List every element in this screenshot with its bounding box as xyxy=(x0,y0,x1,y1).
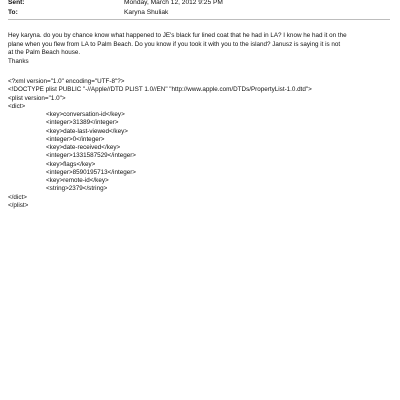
plist-line: <!DOCTYPE plist PUBLIC "-//Apple//DTD PLIST 1.0//EN" "http://www.apple.com/DTDs/PropertyList-1.0.dtd"> xyxy=(8,86,312,94)
to-label: To: xyxy=(8,9,18,16)
plist-line: <key>flags</key> xyxy=(46,160,96,168)
to-row xyxy=(8,8,388,18)
plist-line: <dict> xyxy=(8,102,26,110)
plist-line: <integer>0</integer> xyxy=(46,135,105,143)
plist-line: </plist> xyxy=(8,201,29,209)
plist-line: <integer>31389</integer> xyxy=(46,119,119,127)
header-divider xyxy=(8,19,390,20)
sent-row xyxy=(8,0,388,8)
plist-xml-block xyxy=(8,78,396,210)
plist-line: <plist version="1.0"> xyxy=(8,94,66,102)
plist-line: <key>remote-id</key> xyxy=(46,177,109,184)
plist-line: <key>date-received</key> xyxy=(46,144,121,151)
email-signoff: Thanks xyxy=(8,58,29,66)
plist-line: <key>date-last-viewed</key> xyxy=(46,127,128,135)
email-header xyxy=(8,0,388,18)
plist-line: <integer>8590195713</integer> xyxy=(46,168,136,176)
body-line: at the Palm Beach house. xyxy=(8,49,81,57)
plist-line: </dict> xyxy=(8,193,27,201)
plist-line: <key>conversation-id</key> xyxy=(46,111,125,118)
body-line: Hey karyna. do you by chance know what happened to JE's black fur lined coat that he had in LA? I know he had it on the xyxy=(8,32,347,39)
to-value: Karyna Shuliak xyxy=(124,9,169,16)
plist-line: <?xml version="1.0" encoding="UTF-8"?> xyxy=(8,78,125,85)
body-line: plane when you flew from LA to Palm Beach. Do you know if you took it with you to the island? Janusz is saying it is not xyxy=(8,40,341,48)
plist-line: <integer>1331587529</integer> xyxy=(46,152,136,160)
email-body xyxy=(8,32,396,67)
sent-label: Sent: xyxy=(8,0,25,6)
sent-value: Monday, March 12, 2012 9:25 PM xyxy=(124,0,223,6)
plist-line: <string>2379</string> xyxy=(46,185,108,193)
